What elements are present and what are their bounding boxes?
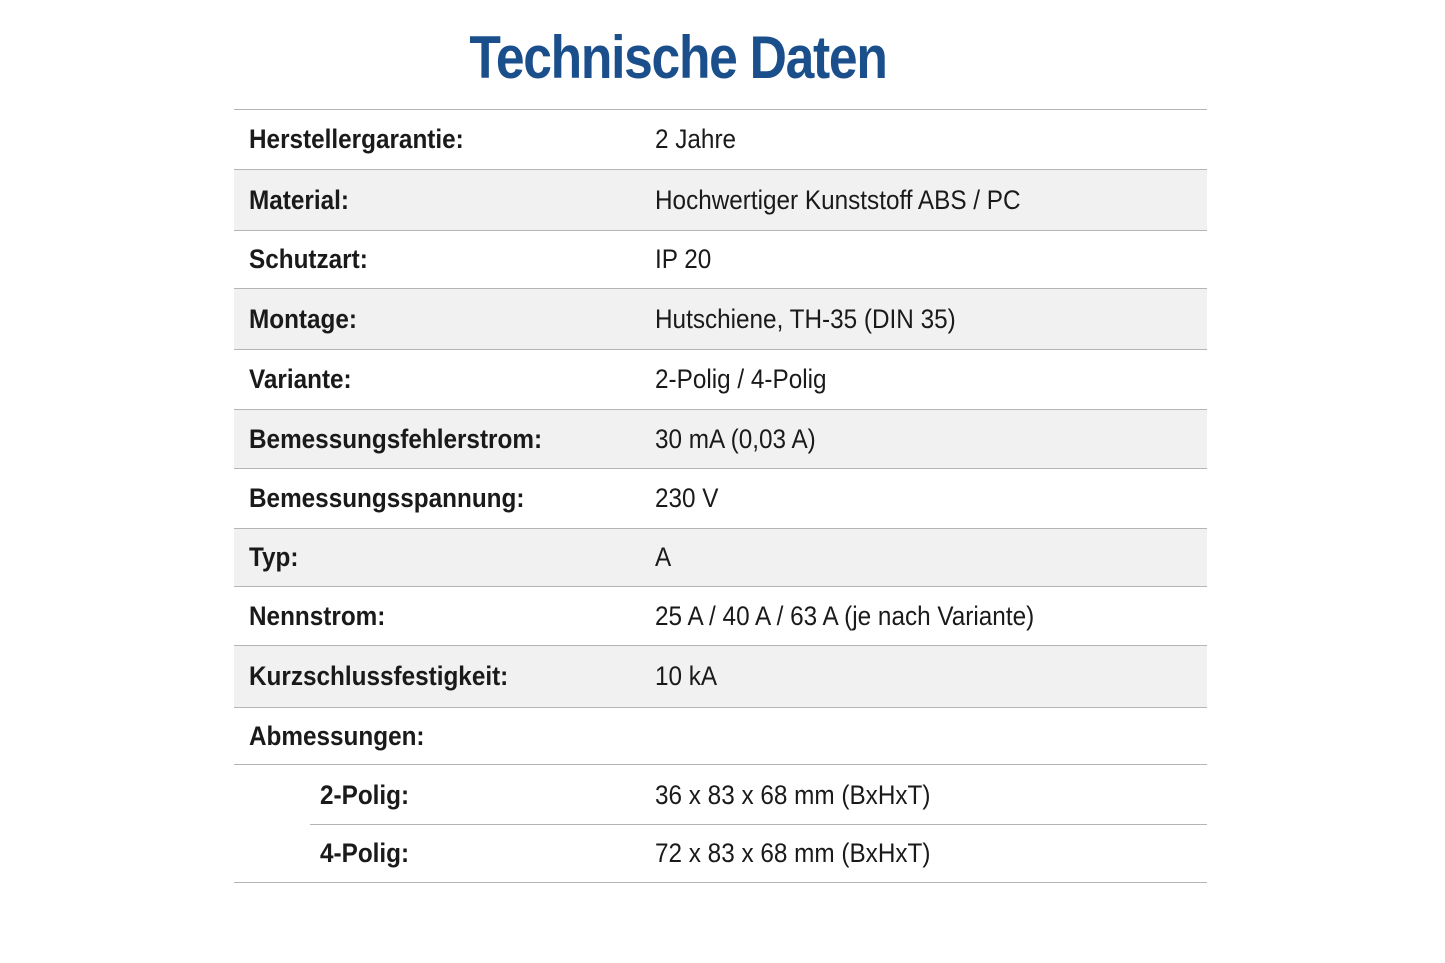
page-title: Technische Daten	[469, 24, 887, 91]
spec-label: Bemessungsspannung:	[249, 483, 525, 513]
spec-row-material	[234, 170, 1207, 231]
spec-value: 2 Jahre	[655, 124, 737, 154]
spec-value: Hutschiene, TH-35 (DIN 35)	[655, 303, 956, 334]
spec-table	[234, 109, 1207, 883]
spec-label: Nennstrom:	[249, 600, 386, 631]
spec-label: Material:	[249, 184, 349, 215]
spec-label: Typ:	[249, 542, 299, 572]
spec-row-herstellergarantie	[234, 110, 1207, 170]
spec-row-bemessungsfehlerstrom	[234, 410, 1207, 469]
spec-label: Herstellergarantie:	[249, 124, 464, 154]
spec-label: Kurzschlussfestigkeit:	[249, 661, 509, 691]
spec-value: A	[655, 542, 672, 572]
spec-value: 25 A / 40 A / 63 A (je nach Variante)	[655, 600, 1035, 631]
spec-label: Bemessungsfehlerstrom:	[249, 423, 543, 454]
spec-row-variante	[234, 350, 1207, 410]
spec-row-abmessungen	[234, 708, 1207, 765]
dimension-row-4-polig	[234, 825, 1207, 883]
dimension-value: 72 x 83 x 68 mm (BxHxT)	[655, 838, 931, 868]
dimension-row-2-polig	[234, 765, 1207, 825]
dimension-label: 2-Polig:	[320, 779, 410, 810]
spec-row-bemessungsspannung	[234, 469, 1207, 529]
dimension-value: 36 x 83 x 68 mm (BxHxT)	[655, 779, 931, 810]
spec-label: Montage:	[249, 303, 357, 334]
spec-row-typ	[234, 529, 1207, 587]
spec-row-montage	[234, 289, 1207, 350]
spec-label: Abmessungen:	[249, 720, 425, 751]
spec-row-nennstrom	[234, 587, 1207, 646]
spec-row-schutzart	[234, 231, 1207, 289]
spec-value: 30 mA (0,03 A)	[655, 423, 816, 454]
spec-value: 2-Polig / 4-Polig	[655, 364, 827, 394]
spec-value: IP 20	[655, 244, 712, 274]
spec-row-kurzschlussfestigkeit	[234, 646, 1207, 708]
spec-label: Schutzart:	[249, 244, 368, 274]
spec-value: 10 kA	[655, 661, 718, 691]
dimension-label: 4-Polig:	[320, 838, 410, 868]
spec-label: Variante:	[249, 364, 352, 394]
spec-value: Hochwertiger Kunststoff ABS / PC	[655, 184, 1021, 215]
spec-value: 230 V	[655, 483, 719, 513]
